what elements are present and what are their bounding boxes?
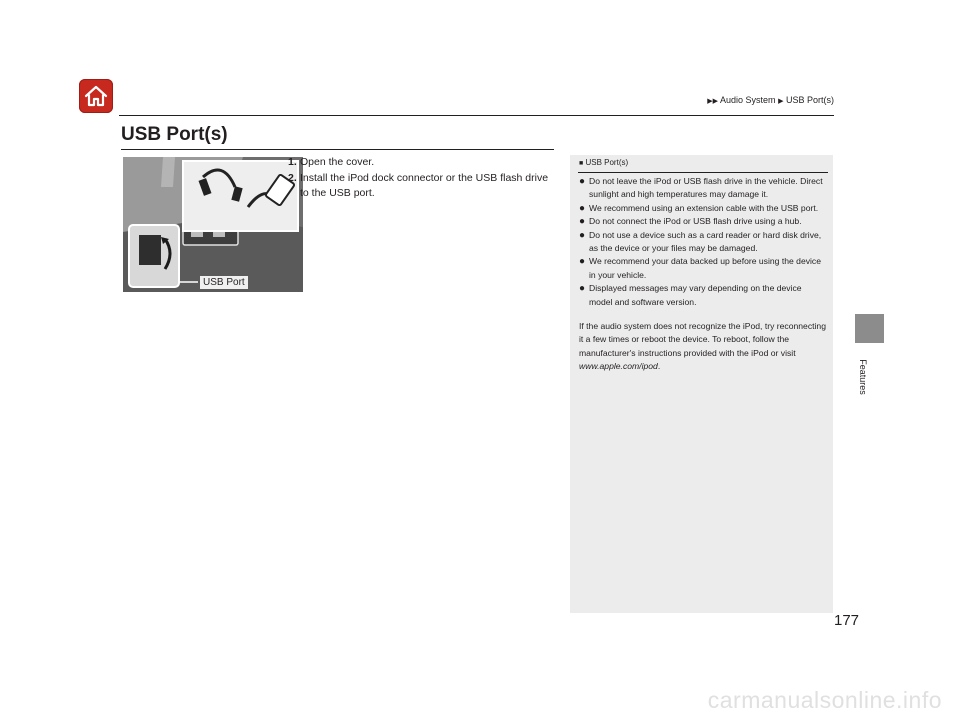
notes-panel <box>570 155 833 613</box>
bullet-icon: ● <box>579 283 586 295</box>
bullet-icon: ● <box>579 229 586 241</box>
breadcrumb-arrow-icon: ▶▶ <box>707 98 719 105</box>
apple-link[interactable]: www.apple.com/ipod <box>579 361 658 372</box>
title-divider <box>121 149 554 150</box>
instruction-steps <box>288 155 553 202</box>
bullet-icon: ● <box>579 202 586 214</box>
breadcrumb-item-audio-system[interactable]: Audio System <box>720 95 776 105</box>
list-item: ● Do not connect the iPod or USB flash drive using a hub. <box>579 216 802 228</box>
step-item <box>288 155 553 171</box>
usb-port-callout: USB Port <box>200 276 248 289</box>
step-number: 2. <box>288 171 297 184</box>
list-item: ● Displayed messages may vary depending on the device model and software version. <box>579 282 827 309</box>
list-item: ● We recommend using an extension cable with the USB port. <box>579 202 819 214</box>
step-text: Open the cover. <box>300 156 375 168</box>
usb-port-illustration <box>123 157 303 292</box>
list-item: ● Do not leave the iPod or USB flash drive in the vehicle. Direct sunlight and high temperatures may damage it. <box>579 175 827 202</box>
breadcrumb-item-usb-ports[interactable]: USB Port(s) <box>785 95 834 105</box>
notes-title: ■ USB Port(s) <box>579 158 629 167</box>
notes-bullet-list <box>579 175 827 374</box>
home-button[interactable] <box>79 79 113 113</box>
list-item: ● Do not use a device such as a card reader or hard disk drive, as the device or your files may be damaged. <box>579 229 827 256</box>
step-number: 1. <box>288 156 297 168</box>
house-icon <box>83 83 109 109</box>
list-item: ● We recommend your data backed up before using the device in your vehicle. <box>579 255 827 282</box>
section-tab-label: Features <box>858 359 868 395</box>
header-divider <box>119 115 834 116</box>
notes-divider <box>578 172 828 173</box>
page-number: 177 <box>834 612 860 629</box>
step-item <box>288 171 553 202</box>
section-tab[interactable] <box>855 314 884 343</box>
bullet-icon: ● <box>579 216 586 228</box>
reference-marker-icon: ■ <box>579 160 584 167</box>
notes-paragraph: If the audio system does not recognize the iPod, try reconnecting it a few times or reboot the device. To reboot, follow the manufacturer's instructions provided with the iPod or visit www.apple.com/ipod. <box>579 321 826 372</box>
breadcrumb <box>707 95 834 105</box>
bullet-icon: ● <box>579 256 586 268</box>
step-text: Install the iPod dock connector or the USB flash drive to the USB port. <box>300 171 549 199</box>
watermark: carmanualsonline.info <box>707 687 942 713</box>
bullet-icon: ● <box>579 176 586 187</box>
page-title: USB Port(s) <box>121 124 228 145</box>
breadcrumb-arrow-icon: ▶ <box>778 98 784 105</box>
